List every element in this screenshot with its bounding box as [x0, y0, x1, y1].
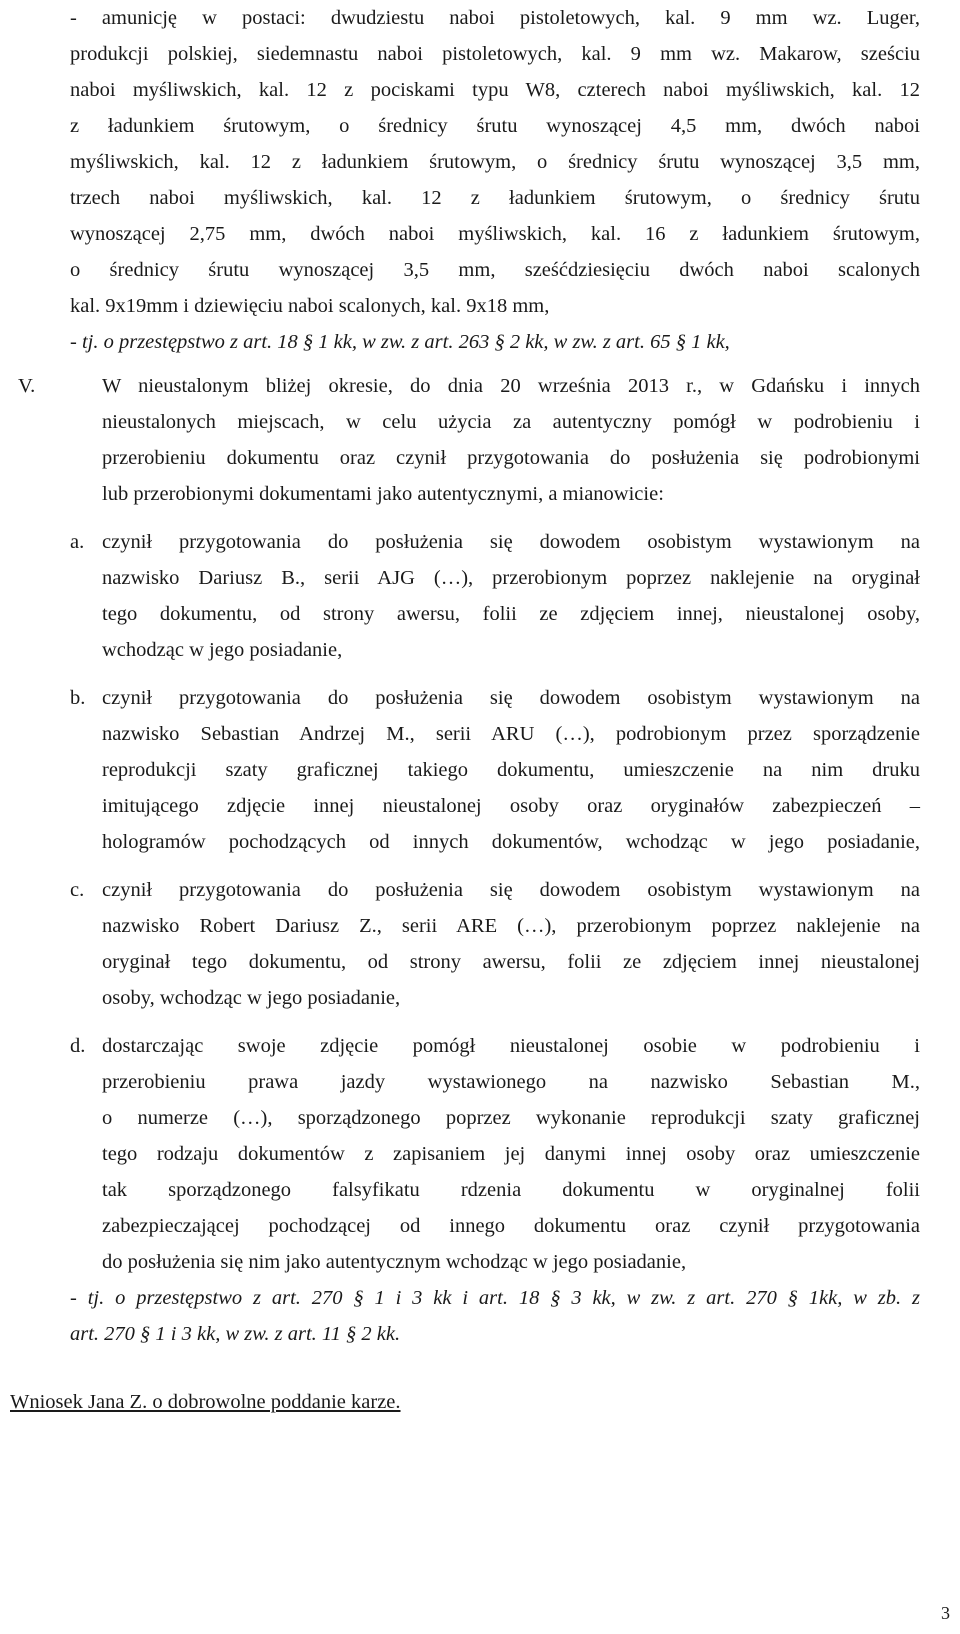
section-v-line: nieustalonych miejscach, w celu użycia za autentyczny pomógł w podrobieniu i: [102, 411, 920, 433]
item-c-line: osoby, wchodząc w jego posiadanie,: [102, 987, 401, 1009]
item-label-a: a.: [70, 531, 85, 553]
ammo-line: naboi myśliwskich, kal. 12 z pociskami typu W8, czterech naboi myśliwskich, kal. 12: [70, 79, 920, 101]
item-label-d: d.: [70, 1035, 86, 1057]
item-b-line: czynił przygotowania do posłużenia się dowodem osobistym wystawionym na: [102, 687, 920, 709]
item-a-line: nazwisko Dariusz B., serii AJG (…), przerobionym poprzez naklejenie na oryginał: [102, 567, 920, 589]
ammo-line: - amunicję w postaci: dwudziestu naboi pistoletowych, kal. 9 mm wz. Luger,: [70, 7, 920, 29]
ammo-line: wynoszącej 2,75 mm, dwóch naboi myśliwskich, kal. 16 z ładunkiem śrutowym,: [70, 223, 920, 245]
item-d-line: do posłużenia się nim jako autentycznym wchodząc w jego posiadanie,: [102, 1251, 687, 1273]
section-v-line: przerobieniu dokumentu oraz czynił przygotowania do posłużenia się podrobionymi: [102, 447, 920, 469]
item-d-line: dostarczając swoje zdjęcie pomógł nieustalonej osobie w podrobieniu i: [102, 1035, 920, 1057]
item-b-line: hologramów pochodzących od innych dokumentów, wchodząc w jego posiadanie,: [102, 831, 920, 853]
item-c-line: oryginał tego dokumentu, od strony awersu, folii ze zdjęciem innej nieustalonej: [102, 951, 920, 973]
section-v-line: W nieustalonym bliżej okresie, do dnia 20 września 2013 r., w Gdańsku i innych: [102, 375, 920, 397]
section-v-line: lub przerobionymi dokumentami jako autentycznymi, a mianowicie:: [102, 483, 664, 505]
item-d-line: przerobieniu prawa jazdy wystawionego na nazwisko Sebastian M.,: [102, 1071, 920, 1093]
item-c-line: czynił przygotowania do posłużenia się dowodem osobistym wystawionym na: [102, 879, 920, 901]
ammo-legal-basis: - tj. o przestępstwo z art. 18 § 1 kk, w zw. z art. 263 § 2 kk, w zw. z art. 65 § 1 kk,: [70, 331, 730, 353]
item-b-line: reprodukcji szaty graficznej takiego dokumentu, umieszczenie na nim druku: [102, 759, 920, 781]
ammo-line: myśliwskich, kal. 12 z ładunkiem śrutowym, o średnicy śrutu wynoszącej 3,5 mm,: [70, 151, 920, 173]
item-a-line: czynił przygotowania do posłużenia się dowodem osobistym wystawionym na: [102, 531, 920, 553]
item-label-b: b.: [70, 687, 86, 709]
section-v-legal-basis: art. 270 § 1 i 3 kk, w zw. z art. 11 § 2 kk.: [70, 1323, 401, 1345]
item-label-c: c.: [70, 879, 85, 901]
ammo-line: kal. 9x19mm i dziewięciu naboi scalonych, kal. 9x18 mm,: [70, 295, 550, 317]
item-b-line: imitującego zdjęcie innej nieustalonej osoby oraz oryginałów zabezpieczeń –: [102, 795, 920, 817]
item-a-line: tego dokumentu, od strony awersu, folii ze zdjęciem innej, nieustalonej osoby,: [102, 603, 920, 625]
ammo-line: trzech naboi myśliwskich, kal. 12 z ładunkiem śrutowym, o średnicy śrutu: [70, 187, 920, 209]
ammo-line: produkcji polskiej, siedemnastu naboi pistoletowych, kal. 9 mm wz. Makarow, sześciu: [70, 43, 920, 65]
ammo-line: z ładunkiem śrutowym, o średnicy śrutu wynoszącej 4,5 mm, dwóch naboi: [70, 115, 920, 137]
page-number: 3: [941, 1603, 950, 1623]
item-d-line: tak sporządzonego falsyfikatu rdzenia dokumentu w oryginalnej folii: [102, 1179, 920, 1201]
item-b-line: nazwisko Sebastian Andrzej M., serii ARU (…), podrobionym przez sporządzenie: [102, 723, 920, 745]
ammo-line: o średnicy śrutu wynoszącej 3,5 mm, sześćdziesięciu dwóch naboi scalonych: [70, 259, 920, 281]
item-c-line: nazwisko Robert Dariusz Z., serii ARE (…), przerobionym poprzez naklejenie na: [102, 915, 920, 937]
item-d-line: zabezpieczającej pochodzącej od innego dokumentu oraz czynił przygotowania: [102, 1215, 920, 1237]
motion-heading: Wniosek Jana Z. o dobrowolne poddanie karze.: [10, 1391, 401, 1413]
item-a-line: wchodząc w jego posiadanie,: [102, 639, 343, 661]
section-v-legal-basis: - tj. o przestępstwo z art. 270 § 1 i 3 kk i art. 18 § 3 kk, w zw. z art. 270 § 1kk, w zb. z: [70, 1287, 920, 1309]
item-d-line: tego rodzaju dokumentów z zapisaniem jej danymi innej osoby oraz umieszczenie: [102, 1143, 920, 1165]
section-number: V.: [18, 375, 36, 397]
item-d-line: o numerze (…), sporządzonego poprzez wykonanie reprodukcji szaty graficznej: [102, 1107, 920, 1129]
